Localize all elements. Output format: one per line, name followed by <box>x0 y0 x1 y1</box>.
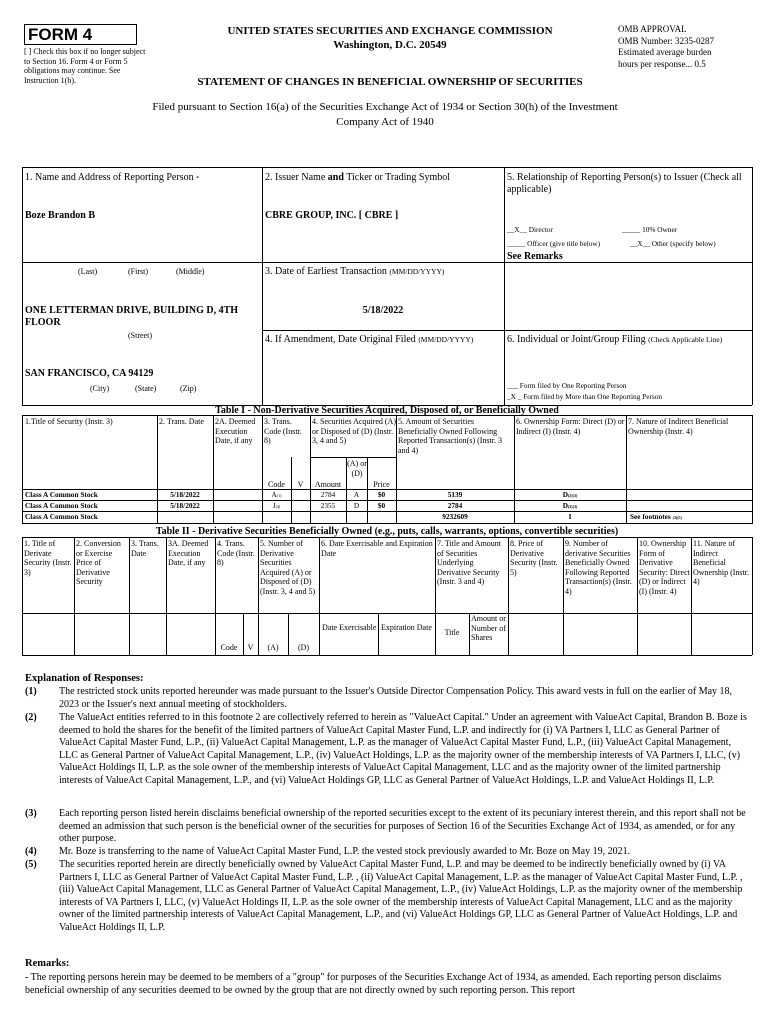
form-title-box <box>24 24 137 45</box>
t2-header-amount: Amount or Number of Shares <box>471 614 506 642</box>
relationship-label: 5. Relationship of Reporting Person(s) to Issuer (Check all applicable) <box>507 172 742 195</box>
row-ad: A <box>353 491 360 499</box>
row-price: $0 <box>377 502 386 510</box>
row-form: D(2)(3) <box>562 502 578 510</box>
footnote-text: The restricted stock units reported hereunder was made pursuant to the Issuer's Outside Director Compensation Policy. This award vests in full on the earlier of May 18, 2023 or the Issuer's next annual meeting of stockholders. <box>59 686 733 710</box>
footnote-text: The securities reported herein are directly beneficially owned by ValueAct Capital Master Fund, L.P. and may be deemed to be indirectly beneficially owned by (i) VA Partners I, LLC as General Partner of ValueAct Capital Master Fund, L.P. , (ii) ValueAct Capital Management, L.P. as the manager of ValueAct Capital Master Fund, L.P. , (iii) ValueAct Capital Management, LLC as General Partner of ValueAct Capital Management, L.P., (iv) ValueAct Holdings, L.P. as the majority owner of the membership interests of VA Partners I, LLC, (v) ValueAct Holdings II, L.P. as the sole owner of the membership interests of ValueAct Capital Management, LLC and as the majority owner of the limited partnership interests of ValueAct Capital Management, L.P., and (vi) ValueAct Holdings GP, LLC as General Partner of ValueAct Holdings, L.P. and ValueAct Holdings II, L.P. <box>59 859 743 933</box>
t2-header-d: (D) <box>297 643 310 652</box>
t2-header-title-sub: Title <box>444 628 460 637</box>
remarks-text: - The reporting persons herein may be deemed to be members of a "group" for purposes of the Securities Exchange Act of 1934, as amended. Each reporting person disclaims beneficial ownership of any securities deemed to be owned by the group that are not directly owned by such reporting person. This report <box>25 972 722 996</box>
t2-header-v: V <box>247 643 254 652</box>
footnote-text: Mr. Boze is transferring to the name of ValueAct Capital Master Fund, L.P. the vested stock previously awarded to Mr. Boze on May 19, 2021. <box>59 846 631 857</box>
omb-approval-label: OMB APPROVAL <box>618 24 687 34</box>
row-title: Class A Common Stock <box>25 491 98 499</box>
street-value: ONE LETTERMAN DRIVE, BUILDING D, 4TH FLOOR <box>25 305 239 328</box>
city-label: (City) <box>90 384 110 393</box>
t2-header-date-exercisable: Date Exercisable <box>322 623 377 632</box>
row-code: J(4) <box>272 502 281 510</box>
footnote-num: (4) <box>25 846 37 857</box>
table2-title: Table II - Derivative Securities Beneficially Owned (e.g., puts, calls, warrants, options, convertible securities) <box>155 526 619 537</box>
relationship-remarks: See Remarks <box>507 251 563 262</box>
row-amount: 2355 <box>320 502 336 510</box>
footnote-num: (1) <box>25 686 37 697</box>
row-form: D(2)(3) <box>562 491 578 499</box>
footnote-num: (2) <box>25 712 37 723</box>
relationship-director: __X__ Director <box>507 225 553 234</box>
name-middle-label: (Middle) <box>176 267 205 276</box>
t2-header-expiration: Expiration Date <box>381 623 432 632</box>
form-title: FORM 4 <box>28 25 93 44</box>
relationship-officer: _____ Officer (give title below) <box>507 239 601 248</box>
footnote-text: The ValueAct entities referred to in this footnote 2 are collectively referred to herein as "ValueAct Capital." Under an agreement with ValueAct Capital, Brandon B. Boze is deemed to hold the shares for the benefit of the limited partners of ValueAct Capital Master Fund, L.P. and indirectly for (i) VA Partners I, LLC as General Partner of ValueAct Capital Master Fund, L.P., (ii) ValueAct Capital Management, L.P. as the manager of ValueAct Capital Master Fund, L.P., (iii) ValueAct Capital Management, LLC as General Partner of ValueAct Capital Management, L.P., (iv) ValueAct Holdings, L.P. as the majority owner of the membership interests of VA Partners I, LLC, (v) ValueAct Holdings II, L.P. as the sole owner of the membership interests of ValueAct Capital Management, LLC and as the majority owner of the limited partnership interests of ValueAct Capital Management, L.P., and (vi) ValueAct Holdings GP, LLC as General Partner of ValueAct Holdings, L.P. and ValueAct Holdings II, L.P. <box>59 712 747 786</box>
omb-burden-1: Estimated average burden <box>618 47 712 57</box>
row-date: 5/18/2022 <box>170 502 200 510</box>
t1-header-deemed: 2A. Deemed Execution Date, if any <box>215 417 256 445</box>
t2-header-date: 3. Trans. Date <box>131 539 159 558</box>
explanation-heading: Explanation of Responses: <box>25 673 144 684</box>
t2-header-deemed: 3A. Deemed Execution Date, if any <box>168 539 209 567</box>
t1-header-ad: (A) or (D) <box>347 459 367 478</box>
row-form: I <box>568 513 572 521</box>
t1-header-amount: Amount <box>314 480 342 489</box>
t1-header-owned: 5. Amount of Securities Beneficially Owned Following Reported Transaction(s) (Instr. 3 and 4) <box>398 417 502 455</box>
footnote-num: (3) <box>25 808 37 819</box>
row-nature: See footnotes (3)(5) <box>630 513 682 521</box>
t2-header-code: 4. Trans. Code (Instr. 8) <box>217 539 255 567</box>
t2-header-code-sub: Code <box>220 643 238 652</box>
remarks-heading: Remarks: <box>25 958 70 969</box>
issuer-value: CBRE GROUP, INC. [ CBRE ] <box>265 210 399 221</box>
t2-header-underlying: 7. Title and Amount of Securities Underlying Derivative Security (Instr. 3 and 4) <box>437 539 502 586</box>
amendment-label: 4. If Amendment, Date Original Filed (MM/DD/YYYY) <box>265 334 474 345</box>
t1-header-v: V <box>297 480 304 489</box>
table1-title: Table I - Non-Derivative Securities Acquired, Disposed of, or Beneficially Owned <box>215 405 559 416</box>
t2-header-title: 1. Title of Derivate Security (Instr. 3) <box>24 539 72 577</box>
agency-title: UNITED STATES SECURITIES AND EXCHANGE COMMISSION <box>227 25 553 37</box>
row-owned: 2784 <box>447 502 463 510</box>
reporting-person-label: 1. Name and Address of Reporting Person * <box>25 172 200 183</box>
row-owned: 5139 <box>447 491 463 499</box>
t1-header-code: 3. Trans. Code (Instr. 8) <box>264 417 302 445</box>
row-price: $0 <box>377 491 386 499</box>
reporting-person-name: Boze Brandon B <box>25 210 96 221</box>
omb-approval <box>618 24 758 70</box>
earliest-transaction-value: 5/18/2022 <box>362 305 404 316</box>
t2-header-nature: 11. Nature of Indirect Beneficial Ownership (Instr. 4) <box>693 539 749 586</box>
filing-label: 6. Individual or Joint/Group Filing (Check Applicable Line) <box>507 334 723 345</box>
statement-title: STATEMENT OF CHANGES IN BENEFICIAL OWNERSHIP OF SECURITIES <box>197 76 583 88</box>
t2-header-form: 10. Ownership Form of Derivative Security: Direct (D) or Indirect (I) (Instr. 4) <box>639 539 690 596</box>
issuer-label: 2. Issuer Name and Ticker or Trading Symbol <box>265 172 451 183</box>
t2-header-exercisable: 6. Date Exercisable and Expiration Date <box>321 539 433 558</box>
name-first-label: (First) <box>128 267 148 276</box>
t1-header-form: 6. Ownership Form: Direct (D) or Indirect (I) (Instr. 4) <box>516 417 625 436</box>
footnote-text: Each reporting person listed herein disclaims beneficial ownership of the reported securities except to the extent of its pecuniary interest therein, and this report shall not be deemed an admission that such person is the beneficial owner of the securities for purposes of Section 16 of the Securities Exchange Act of 1934, as amended, or for any other purpose. <box>59 808 746 844</box>
row-date: 5/18/2022 <box>170 491 200 499</box>
row-title: Class A Common Stock <box>25 502 98 510</box>
row-owned: 9232609 <box>442 513 468 521</box>
t1-header-securities: 4. Securities Acquired (A) or Disposed of (D) (Instr. 3, 4 and 5) <box>312 417 396 445</box>
filed-pursuant: Filed pursuant to Section 16(a) of the Securities Exchange Act of 1934 or Section 30(h) of the Investment Company Act of 1940 <box>152 101 618 128</box>
omb-number: OMB Number: 3235-0287 <box>618 35 714 46</box>
t2-header-owned: 9. Number of derivative Securities Beneficially Owned Following Reported Transaction(s) (Instr. 4) <box>565 539 632 596</box>
t2-header-price: 8. Price of Derivative Security (Instr. 5) <box>510 539 558 577</box>
checkbox-note: [ ] Check this box if no longer subject to Section 16. Form 4 or Form 5 obligations may continue. See Instruction 1(b). <box>24 47 146 85</box>
row-title: Class A Common Stock <box>25 513 98 521</box>
t1-header-price: Price <box>373 480 390 489</box>
agency-location: Washington, D.C. 20549 <box>333 39 447 51</box>
relationship-ten-pct: _____ 10% Owner <box>622 225 678 234</box>
t1-header-nature: 7. Nature of Indirect Beneficial Ownership (Instr. 4) <box>628 417 729 436</box>
name-last-label: (Last) <box>78 267 98 276</box>
city-value: SAN FRANCISCO, CA 94129 <box>25 368 154 379</box>
t2-header-conversion: 2. Conversion or Exercise Price of Derivative Security <box>76 539 121 586</box>
row-ad: D <box>353 502 360 510</box>
row-amount: 2784 <box>320 491 336 499</box>
row-code: A(1) <box>271 491 282 499</box>
filing-more: _X _ Form filed by More than One Reporting Person <box>507 392 663 401</box>
t1-header-title: 1.Title of Security (Instr. 3) <box>25 417 113 426</box>
zip-label: (Zip) <box>180 384 197 393</box>
footnote-num: (5) <box>25 859 37 870</box>
t1-header-date: 2. Trans. Date <box>159 417 204 426</box>
relationship-other: __X__ Other (specify below) <box>630 239 716 248</box>
earliest-transaction-label: 3. Date of Earliest Transaction (MM/DD/YYYY) <box>265 266 445 277</box>
t2-header-number: 5. Number of Derivative Securities Acquired (A) or Disposed of (D) (Instr. 3, 4 and 5) <box>260 539 316 596</box>
omb-burden-2: hours per response... 0.5 <box>618 58 706 69</box>
t1-header-code-sub: Code <box>268 480 285 489</box>
filing-one: ___ Form filed by One Reporting Person <box>507 381 627 390</box>
street-label: (Street) <box>128 331 152 340</box>
t2-header-a: (A) <box>267 643 279 652</box>
state-label: (State) <box>135 384 157 393</box>
